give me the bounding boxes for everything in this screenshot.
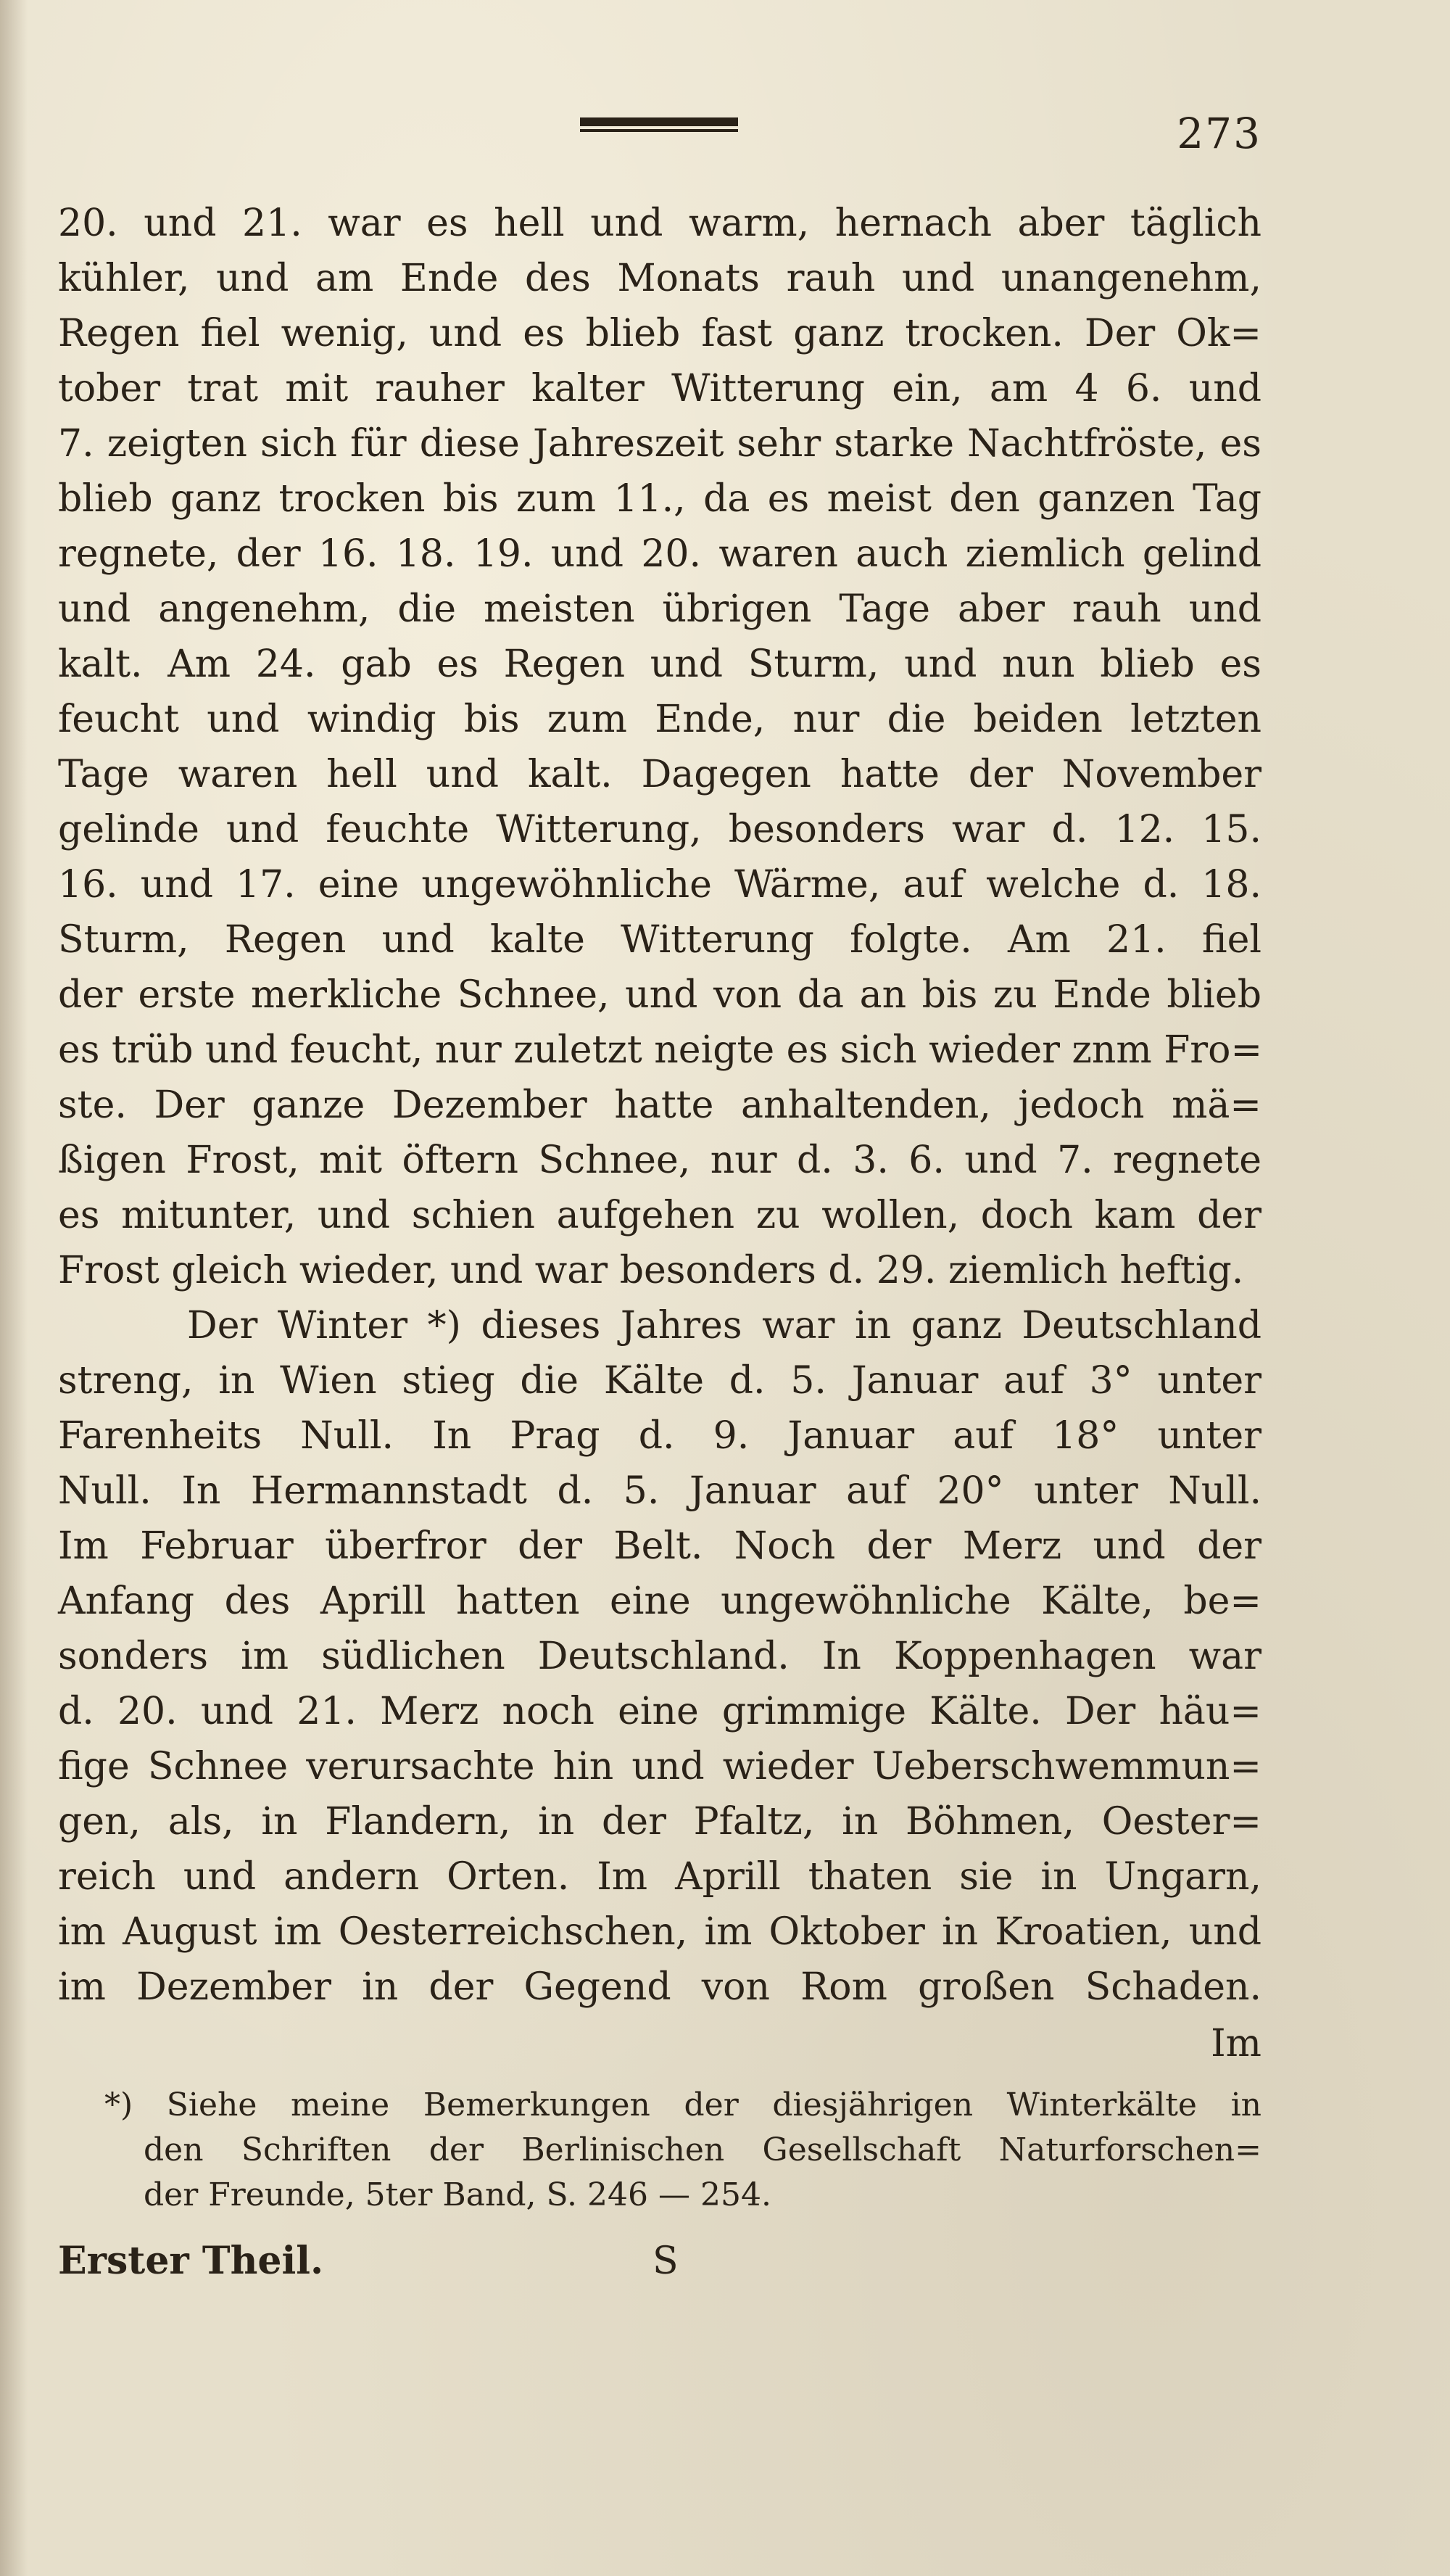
volume-signature: Erster Theil. — [58, 2239, 324, 2283]
text-line: 16. und 17. eine ungewöhnliche Wärme, auf welche d. 18. — [58, 863, 1262, 907]
text-line: Regen fiel wenig, und es blieb fast ganz trocken. Der Ok= — [58, 312, 1262, 355]
spine-shadow — [0, 0, 28, 2576]
text-line: im Dezember in der Gegend von Rom großen Schaden. — [58, 1965, 1262, 2009]
text-line: und angenehm, die meisten übrigen Tage aber rauh und — [58, 587, 1262, 631]
text-line: gen, als, in Flandern, in der Pfaltz, in Böhmen, Oester= — [58, 1800, 1262, 1844]
text-line: ßigen Frost, mit öftern Schnee, nur d. 3. 6. und 7. regnete — [58, 1139, 1262, 1182]
text-line: Null. In Hermannstadt d. 5. Januar auf 20° unter Null. — [58, 1469, 1262, 1513]
text-line: Sturm, Regen und kalte Witterung folgte. Am 21. fiel — [58, 918, 1262, 962]
text-line: kühler, und am Ende des Monats rauh und unangenehm, — [58, 257, 1262, 300]
header-rule-thin — [580, 129, 738, 132]
header-rule — [580, 117, 738, 133]
text-line: sonders im südlichen Deutschland. In Koppenhagen war — [58, 1635, 1262, 1678]
text-line: regnete, der 16. 18. 19. und 20. waren auch ziemlich gelind — [58, 532, 1262, 576]
text-line: Tage waren hell und kalt. Dagegen hatte der November — [58, 753, 1262, 796]
text-line: 7. zeigten sich für diese Jahreszeit sehr starke Nachtfröste, es — [58, 422, 1262, 466]
text-line: es mitunter, und schien aufgehen zu wollen, doch kam der — [58, 1194, 1262, 1237]
text-line: reich und andern Orten. Im Aprill thaten sie in Ungarn, — [58, 1855, 1262, 1899]
text-line: streng, in Wien stieg die Kälte d. 5. Januar auf 3° unter — [58, 1359, 1262, 1403]
paragraph-start-line: Der Winter *) dieses Jahres war in ganz Deutschland — [187, 1304, 1262, 1347]
catchword: Im — [1211, 2022, 1262, 2065]
text-line: es trüb und feucht, nur zuletzt neigte es sich wieder znm Fro= — [58, 1028, 1263, 1072]
signature-line — [58, 2234, 710, 2289]
text-line: tober trat mit rauher kalter Witterung ein, am 4 6. und — [58, 367, 1262, 410]
text-line: gelinde und feuchte Witterung, besonders war d. 12. 15. — [58, 808, 1262, 851]
footnote-line: *) Siehe meine Bemerkungen der diesjährigen Winterkälte in — [104, 2086, 1262, 2123]
footnote-line: der Freunde, 5ter Band, S. 246 — 254. — [144, 2176, 771, 2213]
page-number: 273 — [1177, 109, 1262, 158]
text-line: Anfang des Aprill hatten eine ungewöhnliche Kälte, be= — [58, 1580, 1262, 1623]
text-line: der erste merkliche Schnee, und von da an bis zu Ende blieb — [58, 973, 1262, 1017]
text-line: fige Schnee verursachte hin und wieder Ueberschwemmun= — [58, 1745, 1262, 1788]
header-rule-thick — [580, 117, 738, 126]
text-line: Farenheits Null. In Prag d. 9. Januar auf 18° unter — [58, 1414, 1262, 1458]
signature-mark: S — [652, 2239, 679, 2283]
text-line: blieb ganz trocken bis zum 11., da es meist den ganzen Tag — [58, 477, 1262, 521]
text-line: im August im Oesterreichschen, im Oktober in Kroatien, und — [58, 1910, 1262, 1954]
footnote-line: den Schriften der Berlinischen Gesellschaft Naturforschen= — [144, 2131, 1262, 2168]
text-line: Im Februar überfror der Belt. Noch der Merz und der — [58, 1524, 1262, 1568]
body-text — [58, 196, 1262, 2015]
text-line: Frost gleich wieder, und war besonders d. 29. ziemlich heftig. — [58, 1249, 1244, 1292]
text-line: d. 20. und 21. Merz noch eine grimmige Kälte. Der häu= — [58, 1690, 1262, 1733]
footnote — [58, 2083, 1262, 2218]
text-line: kalt. Am 24. gab es Regen und Sturm, und nun blieb es — [58, 643, 1262, 686]
text-line: ste. Der ganze Dezember hatte anhaltenden, jedoch mä= — [58, 1083, 1262, 1127]
text-line: 20. und 21. war es hell und warm, hernach aber täglich — [58, 202, 1262, 245]
text-line: feucht und windig bis zum Ende, nur die beiden letzten — [58, 698, 1262, 741]
